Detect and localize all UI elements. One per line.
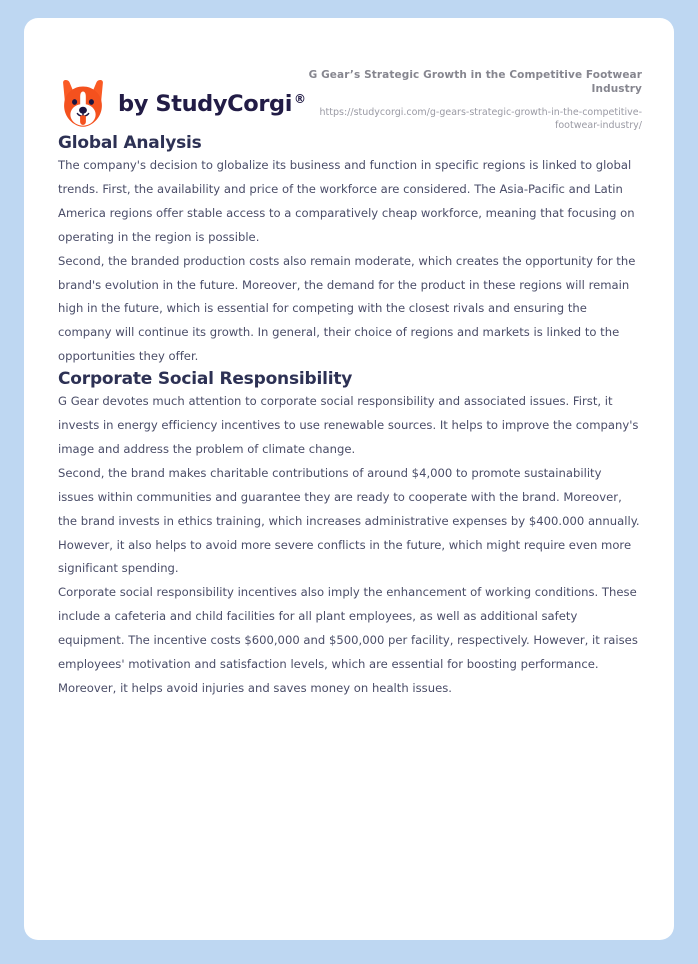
paragraph: Second, the branded production costs also remain moderate, which creates the opportunity for the brand's evolution in the future. Moreover, the demand for the product in these regions will remain high in the future, which is essential for competing with the closest rivals and ensuring the company will continue its growth. In general, their choice of regions and markets is linked to the opportunities they offer. — [58, 253, 636, 364]
corgi-logo-icon — [58, 78, 108, 130]
document-meta — [307, 66, 642, 133]
document-url[interactable]: https://studycorgi.com/g-gears-strategic-growth-in-the-competitive-footwear-industry/ — [319, 106, 642, 132]
paragraph: The company's decision to globalize its business and function in specific regions is linked to global trends. First, the availability and price of the workforce are considered. The Asia-Pacific and Latin America regions offer stable access to a comparatively cheap workforce, meaning that focusing on operating in the region is possible. — [58, 158, 635, 244]
brand-name-text: by StudyCorgi — [118, 91, 293, 117]
paragraph: Second, the brand makes charitable contributions of around $4,000 to promote sustainability issues within communities and guarantee they are ready to cooperate with the brand. Moreover, the brand invests in ethics training, which increases administrative expenses by $400.000 annually. However, it also helps to avoid more severe conflicts in the future, which might require even more significant spending. — [58, 465, 640, 576]
document-page-card — [24, 18, 674, 940]
document-body — [24, 133, 674, 701]
section-heading-corporate-social-responsibility: Corporate Social Responsibility — [58, 369, 353, 390]
section-heading-global-analysis: Global Analysis — [58, 132, 202, 153]
document-header — [24, 18, 674, 133]
paragraph: Corporate social responsibility incentives also imply the enhancement of working conditions. These include a cafeteria and child facilities for all plant employees, as well as additional safety equipment. The incentive costs $600,000 and $500,000 per facility, respectively. However, it raises employees' motivation and satisfaction levels, which are essential for boosting performance. Moreover, it helps avoid injuries and saves money on health issues. — [58, 585, 638, 695]
brand-name — [118, 91, 306, 117]
registered-trademark-icon: ® — [294, 91, 306, 106]
brand-logo[interactable] — [58, 66, 306, 130]
document-title: G Gear’s Strategic Growth in the Competitive Footwear Industry — [308, 69, 642, 96]
paragraph: G Gear devotes much attention to corporate social responsibility and associated issues. First, it invests in energy efficiency incentives to use renewable sources. It helps to improve the company's image and address the problem of climate change. — [58, 394, 639, 457]
